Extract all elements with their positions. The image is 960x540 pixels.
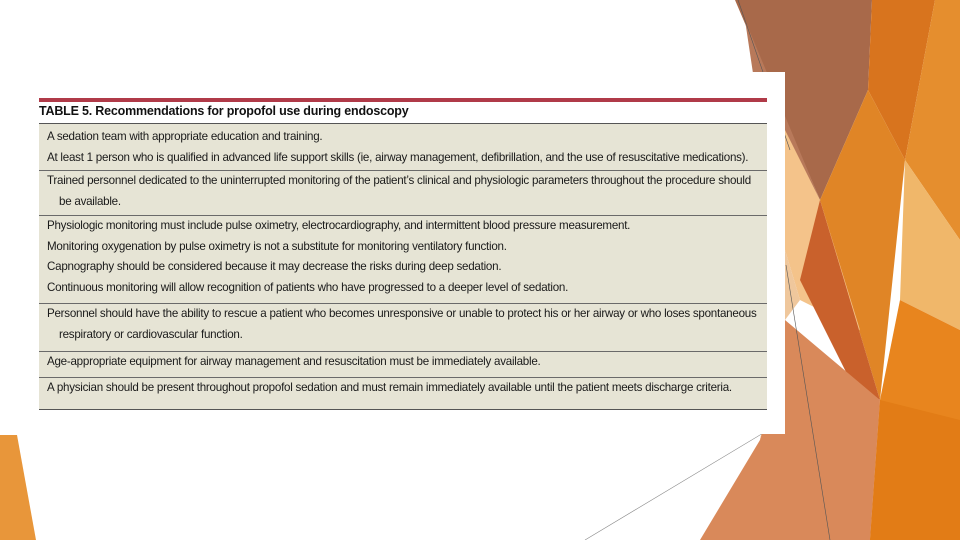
row-line: A physician should be present throughout propofol sedation and must remain immediately available until the patient meets discharge criteria. [47, 381, 732, 394]
table-row [39, 304, 767, 352]
table-figure [28, 72, 785, 434]
row-line: Age-appropriate equipment for airway management and resuscitation must be immediately available. [47, 355, 541, 368]
decor-bottom-left-shape [0, 435, 36, 540]
table-row [39, 127, 767, 171]
table-title: TABLE 5. Recommendations for propofol use during endoscopy [39, 104, 409, 118]
row-line: respiratory or cardiovascular function. [59, 327, 243, 341]
row-line: A sedation team with appropriate education and training. [47, 130, 323, 143]
row-line: Physiologic monitoring must include pulse oximetry, electrocardiography, and intermittent blood pressure measurement. [47, 219, 631, 232]
row-line: Continuous monitoring will allow recognition of patients who have progressed to a deeper level of sedation. [47, 280, 569, 294]
decor-facet-deep-orange [870, 400, 960, 540]
row-line: be available. [59, 194, 121, 208]
table-row [39, 216, 767, 304]
title-rule [39, 98, 767, 102]
row-line: Personnel should have the ability to rescue a patient who becomes unresponsive or unable to protect his or her airway or who loses spontaneous [47, 307, 757, 320]
row-line: Trained personnel dedicated to the uninterrupted monitoring of the patient’s clinical and physiologic parameters throughout the procedure should [47, 174, 751, 187]
table-row [39, 378, 767, 409]
row-line: Monitoring oxygenation by pulse oximetry is not a substitute for monitoring ventilatory function. [47, 239, 507, 253]
table-row [39, 352, 767, 378]
table-row [39, 171, 767, 216]
table-body [39, 123, 767, 410]
row-line: At least 1 person who is qualified in advanced life support skills (ie, airway management, defibrillation, and the use of resuscitative medications). [47, 150, 749, 164]
row-line: Capnography should be considered because it may decrease the risks during deep sedation. [47, 260, 502, 273]
